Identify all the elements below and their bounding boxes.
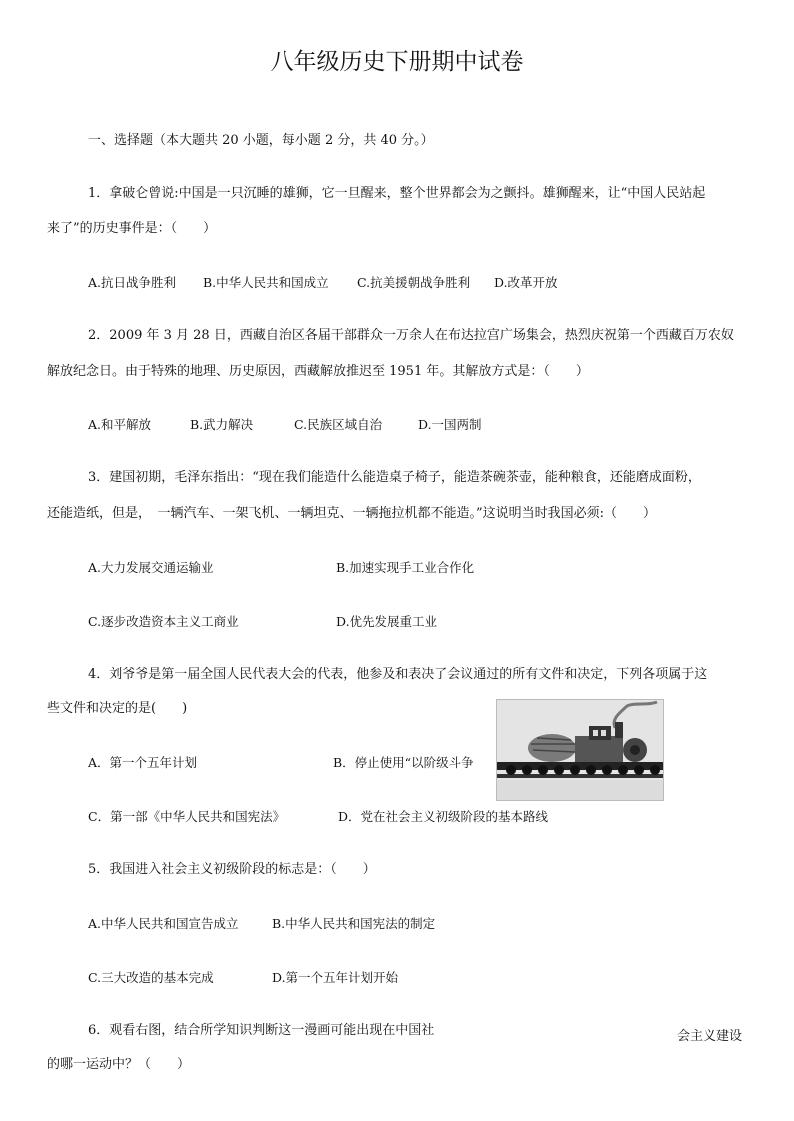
question-4-option-d: D．党在社会主义初级阶段的基本路线 [338, 809, 549, 824]
question-5-option-d: D.第一个五年计划开始 [272, 970, 399, 985]
question-1-option-c: C.抗美援朝战争胜利 [357, 275, 471, 290]
question-6-line-1-right: 会主义建设 [677, 1029, 743, 1044]
question-4-option-c: C．第一部《中华人民共和国宪法》 [88, 809, 286, 824]
section-heading: 一、选择题（本大题共 20 小题，每小题 2 分，共 40 分。） [88, 133, 434, 148]
train-cartoon-image [496, 699, 664, 801]
question-1-option-b: B.中华人民共和国成立 [203, 275, 329, 290]
question-4-line-1: 4．刘爷爷是第一届全国人民代表大会的代表，他参及和表决了会议通过的所有文件和决定，下列各项属于这 [88, 667, 708, 682]
question-3-line-2: 还能造纸，但是， 一辆汽车、一架飞机、一辆坦克、一辆拖拉机都不能造。”这说明当时我国必须:（ ） [47, 506, 657, 521]
question-2-option-c: C.民族区域自治 [294, 417, 383, 432]
question-2-line-2: 解放纪念日。由于特殊的地理、历史原因，西藏解放推迟至 1951 年。其解放方式是：（ ） [47, 364, 589, 379]
question-3-option-a: A.大力发展交通运输业 [88, 560, 214, 575]
question-4-line-2: 些文件和决定的是( ) [47, 701, 188, 716]
question-3-option-d: D.优先发展重工业 [336, 614, 438, 629]
question-1-option-d: D.改革开放 [494, 275, 558, 290]
question-1-line-1: 1．拿破仑曾说:中国是一只沉睡的雄狮，它一旦醒来，整个世界都会为之颤抖。雄狮醒来，让“中国人民站起 [88, 186, 706, 201]
question-5-option-b: B.中华人民共和国宪法的制定 [272, 916, 436, 931]
question-6-line-1: 6．观看右图，结合所学知识判断这一漫画可能出现在中国社 [88, 1023, 435, 1038]
question-5-option-c: C.三大改造的基本完成 [88, 970, 214, 985]
question-5-line-1: 5．我国进入社会主义初级阶段的标志是：（ ） [88, 862, 376, 877]
question-3-line-1: 3．建国初期，毛泽东指出：“现在我们能造什么能造桌子椅子，能造茶碗茶壶，能种粮食，还能磨成面粉， [88, 470, 701, 485]
page-title: 八年级历史下册期中试卷 [270, 49, 524, 75]
question-1-line-2: 来了”的历史事件是：（ ） [47, 221, 217, 236]
question-3-option-c: C.逐步改造资本主义工商业 [88, 614, 239, 629]
question-2-line-1: 2．2009 年 3 月 28 日，西藏自治区各届干部群众一万余人在布达拉宫广场集会，热烈庆祝第一个西藏百万农奴 [88, 328, 734, 343]
question-6-line-2: 的哪一运动中？（ ） [47, 1057, 191, 1072]
question-4-option-b: B．停止使用“以阶级斗争 [333, 755, 474, 770]
question-5-option-a: A.中华人民共和国宣告成立 [88, 916, 239, 931]
train-illustration-icon [497, 700, 663, 800]
question-3-option-b: B.加速实现手工业合作化 [336, 560, 475, 575]
question-4-option-a: A．第一个五年计划 [88, 755, 198, 770]
question-1-option-a: A.抗日战争胜利 [88, 275, 177, 290]
question-2-option-d: D.一国两制 [418, 417, 482, 432]
question-2-option-a: A.和平解放 [88, 417, 152, 432]
question-2-option-b: B.武力解决 [190, 417, 254, 432]
